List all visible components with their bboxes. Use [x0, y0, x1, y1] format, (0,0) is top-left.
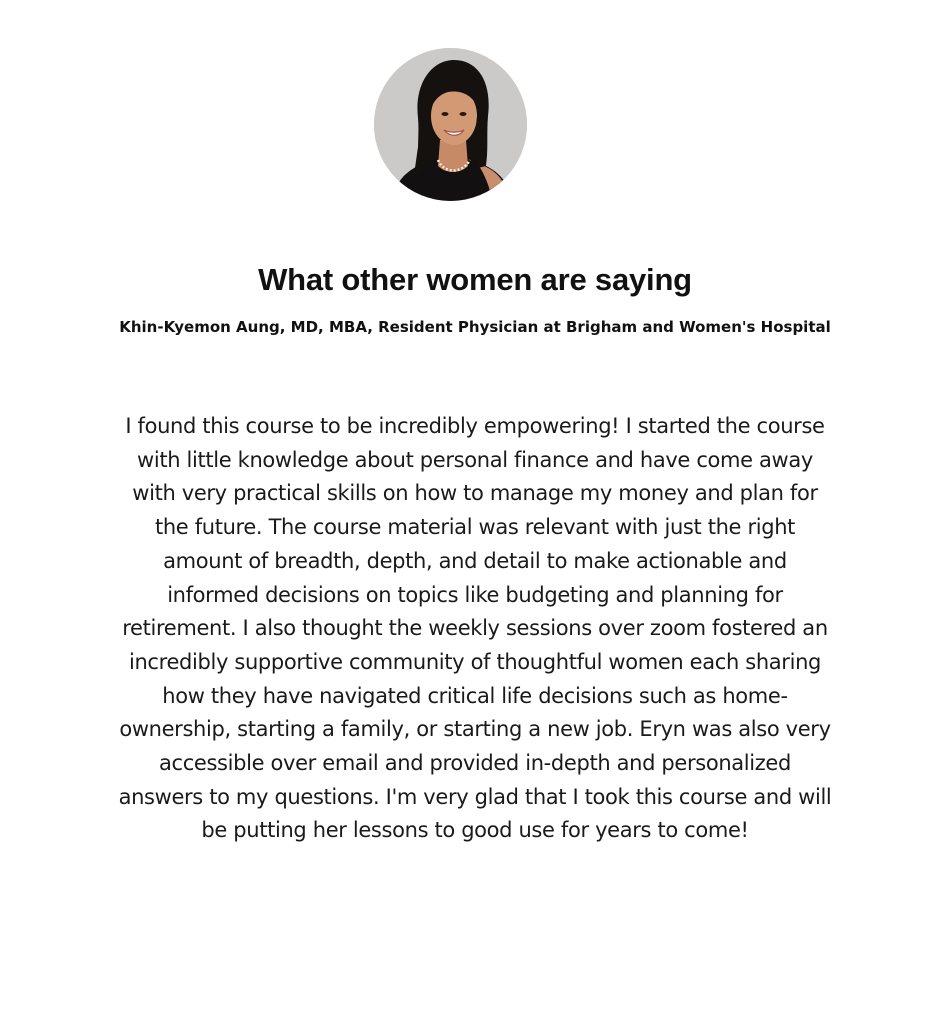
section-heading: What other women are saying: [258, 262, 692, 297]
testimonial-attribution: Khin-Kyemon Aung, MD, MBA, Resident Physician at Brigham and Women's Hospital: [119, 318, 831, 336]
testimonial-quote: I found this course to be incredibly empowering! I started the course with little knowledge about personal finance and have come away with very practical skills on how to manage my money and plan for the future. The course material was relevant with just the right amount of breadth, depth, and detail to make actionable and informed decisions on topics like budgeting and planning for retirement. I also thought the weekly sessions over zoom fostered an incredibly supportive community of thoughtful women each sharing how they have navigated critical life decisions such as home-ownership, starting a family, or starting a new job. Eryn was also very accessible over email and provided in-depth and personalized answers to my questions. I'm very glad that I took this course and will be putting her lessons to good use for years to come!: [118, 414, 832, 843]
avatar: [374, 48, 527, 201]
portrait-illustration: [374, 48, 527, 201]
